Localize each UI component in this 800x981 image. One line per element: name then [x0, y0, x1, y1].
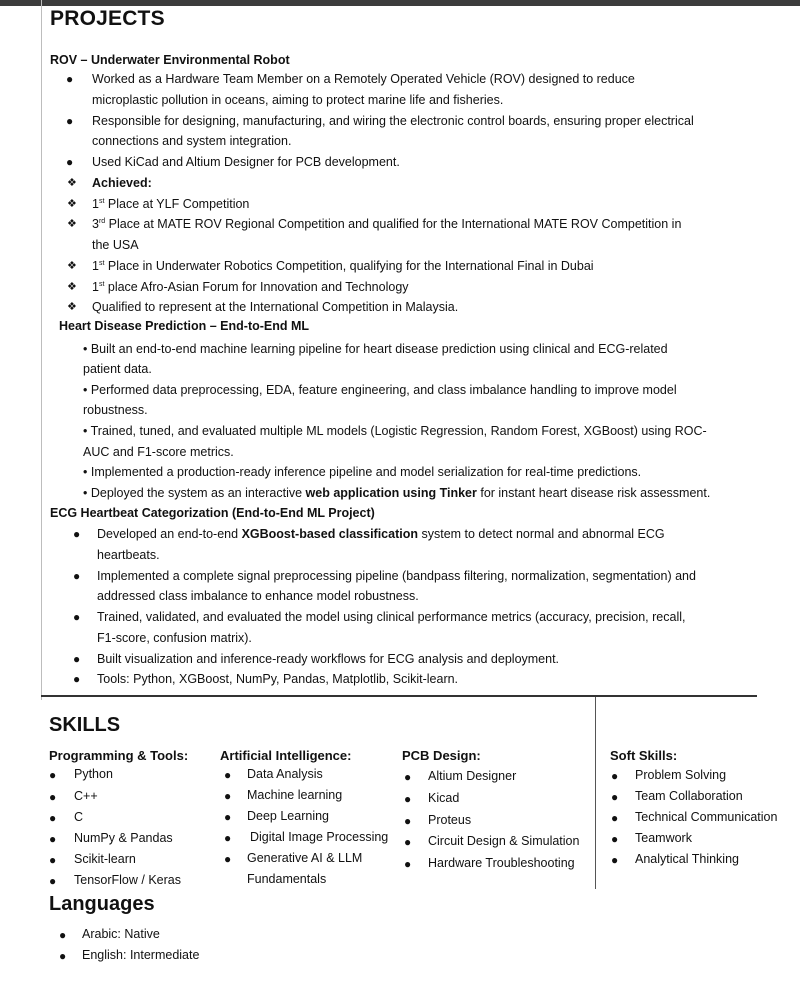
bullet-icon: ● — [73, 672, 81, 686]
skill-item: Machine learning — [247, 788, 343, 802]
bullet-icon: ● — [59, 928, 67, 942]
heart-line-7: • Implemented a production-ready inference pipeline and model serialization for real-time predictions. — [83, 465, 642, 479]
bullet-icon: ● — [404, 857, 412, 871]
language-item: English: Intermediate — [82, 948, 200, 962]
heart-line-8: • Deployed the system as an interactive web application using Tinker for instant heart disease risk assessment. — [83, 486, 711, 500]
skill-item: C++ — [74, 789, 98, 803]
bullet-icon: ● — [66, 114, 74, 128]
skill-item: Teamwork — [635, 831, 692, 845]
bullet-icon: ● — [224, 831, 232, 845]
skill-item: Circuit Design & Simulation — [428, 834, 580, 848]
achievement-1: 1st Place at YLF Competition — [92, 197, 250, 211]
skill-item: NumPy & Pandas — [74, 831, 173, 845]
skill-item: Scikit-learn — [74, 852, 136, 866]
achievement-2-cont: the USA — [92, 238, 139, 252]
diamond-bullet-icon: ❖ — [67, 218, 77, 230]
bullet-icon: ● — [49, 811, 57, 825]
bullet-icon: ● — [66, 155, 74, 169]
skill-item: Digital Image Processing — [250, 830, 389, 844]
rov-bullet-1-cont: microplastic pollution in oceans, aiming to protect marine life and fisheries. — [92, 93, 504, 107]
achievement-2: 3rd Place at MATE ROV Regional Competition and qualified for the International MATE ROV Competition in — [92, 217, 682, 231]
heart-project-title: Heart Disease Prediction – End-to-End ML — [59, 319, 310, 333]
bullet-icon: ● — [73, 569, 81, 583]
bullet-icon: ● — [49, 853, 57, 867]
rov-bullet-3: Used KiCad and Altium Designer for PCB development. — [92, 155, 400, 169]
pcb-design-heading: PCB Design: — [402, 748, 481, 763]
achievement-4: 1st place Afro-Asian Forum for Innovation and Technology — [92, 280, 409, 294]
rov-project-title: ROV – Underwater Environmental Robot — [50, 53, 290, 67]
rov-bullet-2: Responsible for designing, manufacturing, and wiring the electronic control boards, ensuring proper electrical — [92, 114, 694, 128]
achievement-3: 1st Place in Underwater Robotics Competition, qualifying for the International Final in Dubai — [92, 259, 594, 273]
language-item: Arabic: Native — [82, 927, 160, 941]
skill-item: Deep Learning — [247, 809, 330, 823]
bullet-icon: ● — [224, 768, 232, 782]
heart-line-3: • Performed data preprocessing, EDA, feature engineering, and class imbalance handling to improve model — [83, 383, 677, 397]
diamond-bullet-icon: ❖ — [67, 301, 77, 313]
programming-tools-heading: Programming & Tools: — [49, 748, 189, 763]
bullet-icon: ● — [73, 652, 81, 666]
diamond-bullet-icon: ❖ — [67, 260, 77, 272]
bullet-icon: ● — [66, 72, 74, 86]
bullet-icon: ● — [49, 874, 57, 888]
heart-line-5: • Trained, tuned, and evaluated multiple ML models (Logistic Regression, Random Forest, XGBoost) using ROC- — [83, 424, 707, 438]
heart-line-1: • Built an end-to-end machine learning pipeline for heart disease prediction using clinical and ECG-related — [83, 342, 668, 356]
skill-item: Technical Communication — [635, 810, 778, 824]
diamond-bullet-icon: ❖ — [67, 177, 77, 189]
ecg-bullet-1: Developed an end-to-end XGBoost-based classification system to detect normal and abnormal ECG — [97, 527, 665, 541]
bullet-icon: ● — [73, 527, 81, 541]
skill-item: Hardware Troubleshooting — [428, 856, 575, 870]
rov-bullet-1: Worked as a Hardware Team Member on a Remotely Operated Vehicle (ROV) designed to reduce — [92, 72, 635, 86]
ecg-bullet-2: Implemented a complete signal preprocessing pipeline (bandpass filtering, normalization, segmentation) and — [97, 569, 696, 583]
heart-line-2: patient data. — [83, 362, 152, 376]
bullet-icon: ● — [404, 814, 412, 828]
skill-item: Generative AI & LLM — [247, 851, 363, 865]
bullet-icon: ● — [611, 790, 619, 804]
ecg-bullet-1-cont: heartbeats. — [97, 548, 160, 562]
skill-item: Data Analysis — [247, 767, 323, 781]
soft-skills-heading: Soft Skills: — [610, 748, 678, 763]
ecg-bullet-3: Trained, validated, and evaluated the model using clinical performance metrics (accuracy, precision, recall, — [97, 610, 686, 624]
diamond-bullet-icon: ❖ — [67, 198, 77, 210]
ecg-bullet-3-cont: F1-score, confusion matrix). — [97, 631, 252, 645]
skill-item: Kicad — [428, 791, 460, 805]
ecg-project-title: ECG Heartbeat Categorization (End-to-End ML Project) — [50, 506, 375, 520]
skill-item: C — [74, 810, 84, 824]
bullet-icon: ● — [404, 792, 412, 806]
bullet-icon: ● — [611, 811, 619, 825]
languages-heading: Languages — [49, 893, 155, 915]
bullet-icon: ● — [404, 835, 412, 849]
skill-item: TensorFlow / Keras — [74, 873, 181, 887]
projects-heading: PROJECTS — [50, 7, 165, 30]
rov-bullet-2-cont: connections and system integration. — [92, 134, 292, 148]
bullet-icon: ● — [49, 832, 57, 846]
skills-heading: SKILLS — [49, 714, 121, 736]
bullet-icon: ● — [611, 769, 619, 783]
ai-heading: Artificial Intelligence: — [220, 748, 352, 763]
bullet-icon: ● — [49, 790, 57, 804]
section-divider — [41, 695, 757, 697]
bullet-icon: ● — [59, 949, 67, 963]
skill-item: Altium Designer — [428, 769, 517, 783]
skill-item: Proteus — [428, 813, 472, 827]
bullet-icon: ● — [404, 770, 412, 784]
bullet-icon: ● — [611, 832, 619, 846]
achieved-label: Achieved: — [92, 176, 152, 190]
bullet-icon: ● — [224, 852, 232, 866]
bullet-icon: ● — [73, 610, 81, 624]
skill-item: Analytical Thinking — [635, 852, 739, 866]
skill-item: Team Collaboration — [635, 789, 743, 803]
ecg-bullet-2-cont: addressed class imbalance to enhance model robustness. — [97, 589, 419, 603]
skill-item: Python — [74, 767, 113, 781]
bullet-icon: ● — [224, 810, 232, 824]
heart-line-6: AUC and F1-score metrics. — [83, 445, 234, 459]
skills-column-divider — [595, 697, 596, 889]
diamond-bullet-icon: ❖ — [67, 281, 77, 293]
bullet-icon: ● — [611, 853, 619, 867]
bullet-icon: ● — [49, 768, 57, 782]
ecg-bullet-5: Tools: Python, XGBoost, NumPy, Pandas, Matplotlib, Scikit-learn. — [97, 672, 459, 686]
bullet-icon: ● — [224, 789, 232, 803]
skill-item-cont: Fundamentals — [247, 872, 327, 886]
skill-item: Problem Solving — [635, 768, 727, 782]
achievement-5: Qualified to represent at the International Competition in Malaysia. — [92, 300, 459, 314]
ecg-bullet-4: Built visualization and inference-ready workflows for ECG analysis and deployment. — [97, 652, 560, 666]
heart-line-4: robustness. — [83, 403, 148, 417]
